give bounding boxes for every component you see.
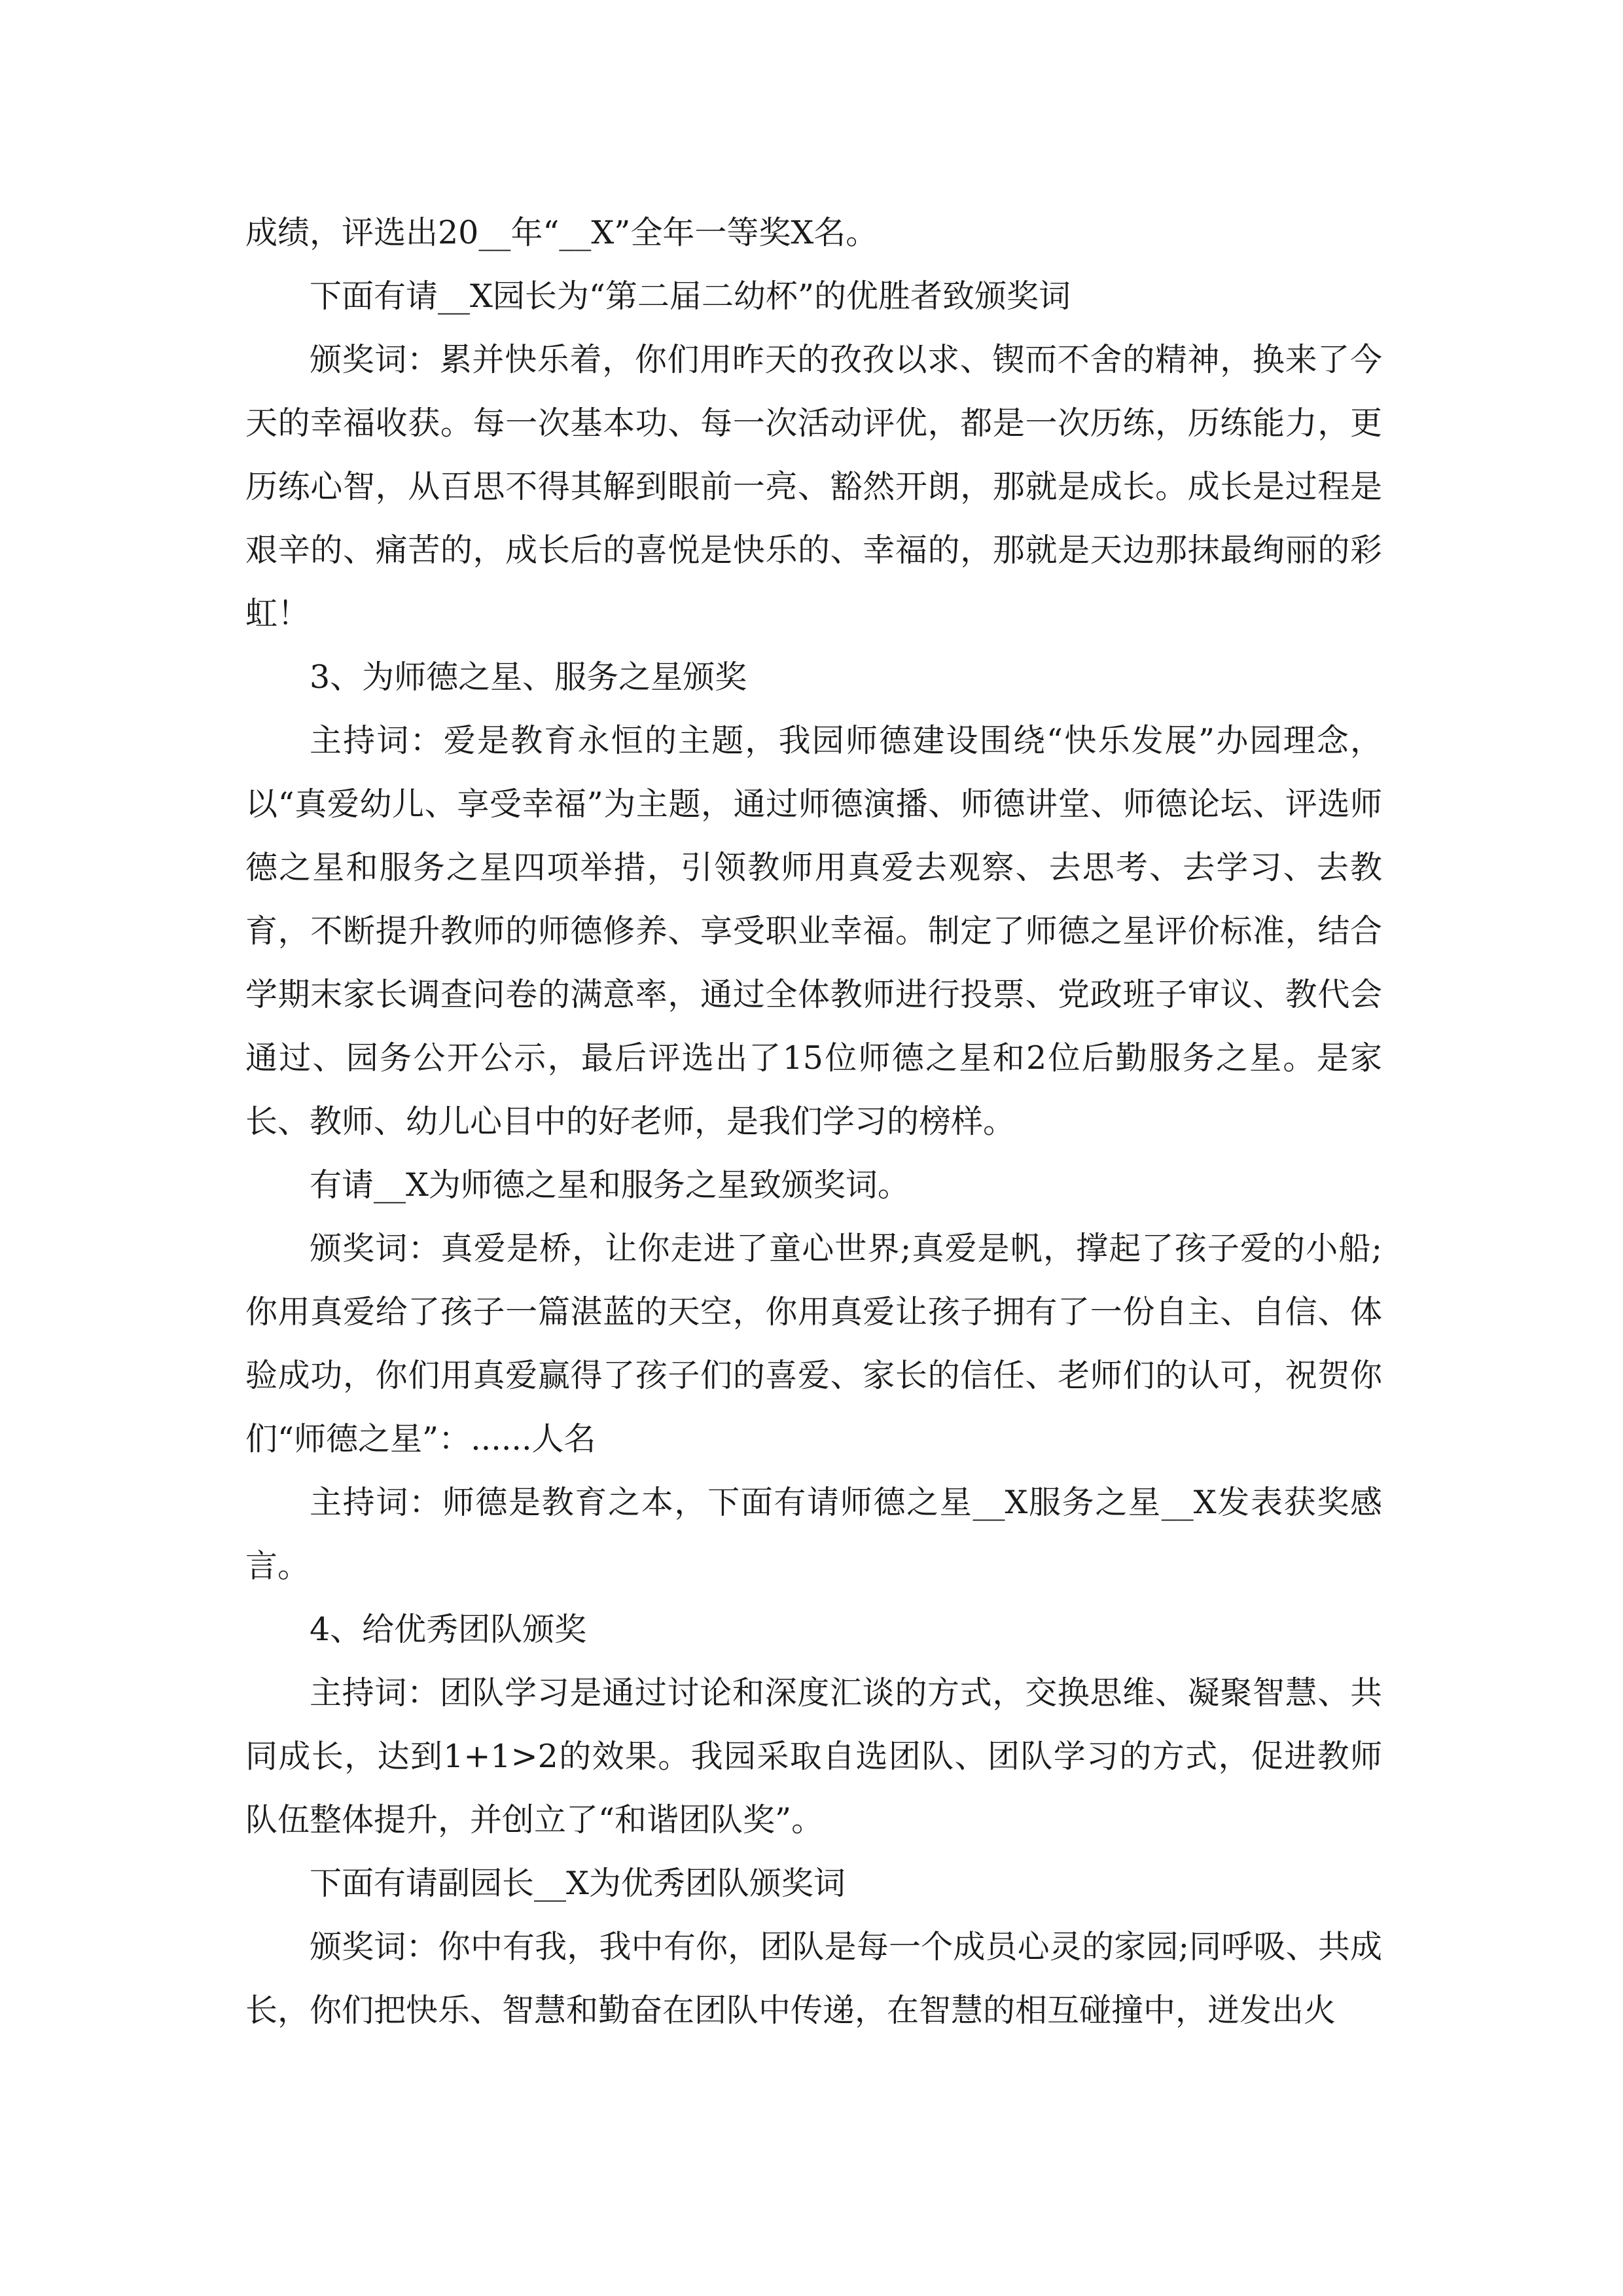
paragraph-2: 下面有请__X园长为“第二届二幼杯”的优胜者致颁奖词 xyxy=(310,278,1071,315)
paragraph-5: 主持词：爱是教育永恒的主题，我园师德建设围绕“快乐发展”办园理念，以“真爱幼儿、享受幸福”为主题，通过师德演播、师德讲堂、师德论坛、评选师德之星和服务之星四项举措，引领教师用真爱去观察、去思考、去学习、去教育，不断提升教师的师德修养、享受职业幸福。制定了师德之星评价标准，结合学期末家长调查问卷的满意率，通过全体教师进行投票、党政班子审议、教代会通过、园务公开公示，最后评选出了15位师德之星和2位后勤服务之星。是家长、教师、幼儿心目中的好老师，是我们学习的榜样。 xyxy=(245,722,1382,1140)
paragraph-10: 主持词：团队学习是通过讨论和深度汇谈的方式，交换思维、凝聚智慧、共同成长，达到1+1>2的效果。我园采取自选团队、团队学习的方式，促进教师队伍整体提升，并创立了“和谐团队奖”。 xyxy=(245,1674,1382,1839)
paragraph-12: 颁奖词：你中有我，我中有你，团队是每一个成员心灵的家园;同呼吸、共成长，你们把快乐、智慧和勤奋在团队中传递，在智慧的相互碰撞中，迸发出火 xyxy=(245,1928,1382,2029)
paragraph-8: 主持词：师德是教育之本，下面有请师德之星__X服务之星__X发表获奖感言。 xyxy=(245,1484,1382,1585)
body-text xyxy=(245,201,1382,2042)
paragraph-7: 颁奖词：真爱是桥，让你走进了童心世界;真爱是帆，撑起了孩子爱的小船;你用真爱给了孩子一篇湛蓝的天空，你用真爱让孩子拥有了一份自主、自信、体验成功，你们用真爱赢得了孩子们的喜爱、家长的信任、老师们的认可，祝贺你们“师德之星”：......人名 xyxy=(245,1230,1382,1458)
section-heading-3: 3、为师德之星、服务之星颁奖 xyxy=(310,658,747,696)
section-heading-4: 4、给优秀团队颁奖 xyxy=(310,1611,587,1648)
paragraph-1: 成绩，评选出20__年“__X”全年一等奖X名。 xyxy=(245,214,878,251)
paragraph-3: 颁奖词：累并快乐着，你们用昨天的孜孜以求、锲而不舍的精神，换来了今天的幸福收获。每一次基本功、每一次活动评优，都是一次历练，历练能力，更历练心智，从百思不得其解到眼前一亮、豁然开朗，那就是成长。成长是过程是艰辛的、痛苦的，成长后的喜悦是快乐的、幸福的，那就是天边那抹最绚丽的彩虹！ xyxy=(245,341,1382,632)
paragraph-11: 下面有请副园长__X为优秀团队颁奖词 xyxy=(310,1865,846,1902)
paragraph-6: 有请__X为师德之星和服务之星致颁奖词。 xyxy=(310,1166,910,1204)
